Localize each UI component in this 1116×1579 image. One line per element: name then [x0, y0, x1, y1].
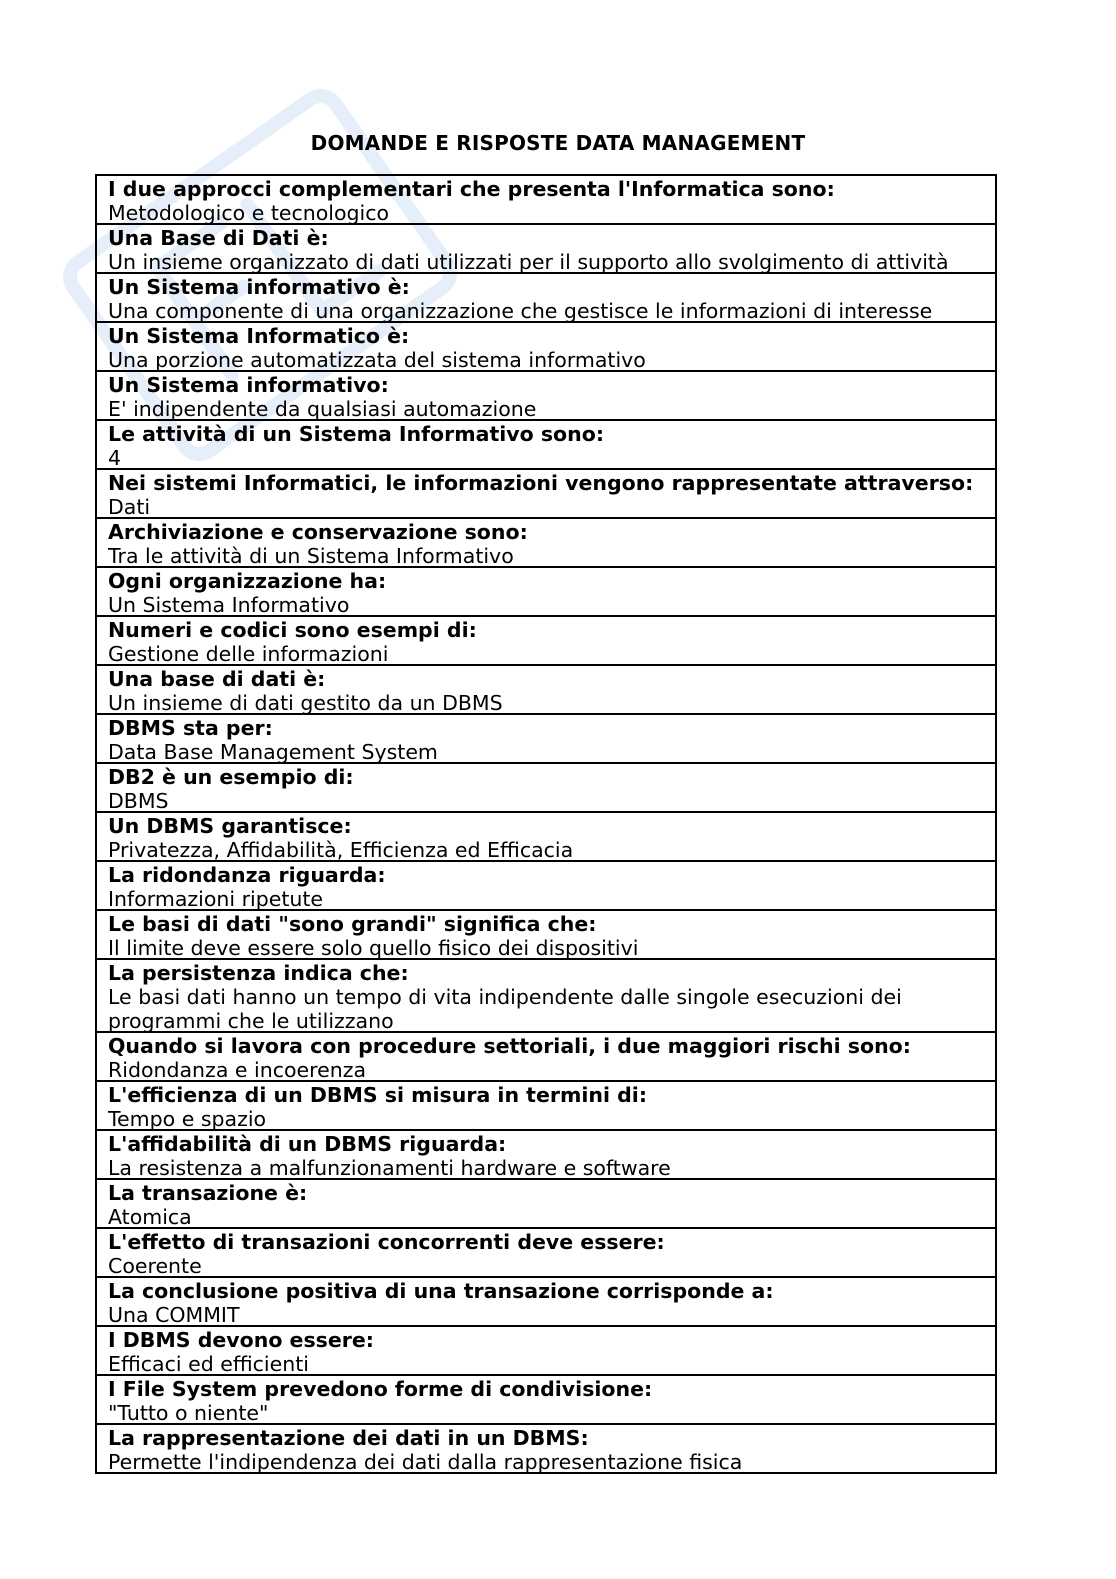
qa-row	[97, 666, 995, 715]
answer-text: Un insieme di dati gestito da un DBMS	[108, 691, 503, 715]
qa-row	[97, 1229, 995, 1278]
question-text: Un Sistema Informatico è:	[108, 324, 410, 348]
answer-text: Una porzione automatizzata del sistema informativo	[108, 348, 646, 372]
question-text: Le attività di un Sistema Informativo sono:	[108, 422, 605, 446]
answer-text: Dati	[108, 495, 151, 519]
qa-row	[97, 1131, 995, 1180]
question-text: La ridondanza riguarda:	[108, 863, 386, 887]
answer-text: Ridondanza e incoerenza	[108, 1058, 367, 1082]
answer-text: Il limite deve essere solo quello fisico dei dispositivi	[108, 936, 639, 960]
qa-row	[97, 225, 995, 274]
qa-row	[97, 1327, 995, 1376]
answer-text: 4	[108, 446, 122, 470]
qa-row	[97, 372, 995, 421]
answer-text: Gestione delle informazioni	[108, 642, 389, 666]
answer-text: La resistenza a malfunzionamenti hardware e software	[108, 1156, 671, 1180]
question-text: Numeri e codici sono esempi di:	[108, 618, 477, 642]
answer-text: Coerente	[108, 1254, 202, 1278]
question-text: DBMS sta per:	[108, 716, 273, 740]
answer-text: "Tutto o niente"	[108, 1401, 269, 1425]
question-text: Un Sistema informativo:	[108, 373, 389, 397]
question-text: Archiviazione e conservazione sono:	[108, 520, 528, 544]
qa-row	[97, 323, 995, 372]
question-text: L'effetto di transazioni concorrenti deve essere:	[108, 1230, 665, 1254]
answer-text: Tempo e spazio	[108, 1107, 267, 1131]
qa-row	[97, 519, 995, 568]
answer-text: Privatezza, Affidabilità, Efficienza ed Efficacia	[108, 838, 574, 862]
question-text: DB2 è un esempio di:	[108, 765, 354, 789]
answer-text: Una componente di una organizzazione che gestisce le informazioni di interesse	[108, 299, 933, 323]
question-text: Le basi di dati "sono grandi" significa che:	[108, 912, 597, 936]
qa-row	[97, 862, 995, 911]
qa-row	[97, 568, 995, 617]
answer-text: Un Sistema Informativo	[108, 593, 350, 617]
qa-row	[97, 176, 995, 225]
answer-text: Un insieme organizzato di dati utilizzati per il supporto allo svolgimento di attività	[108, 250, 949, 274]
answer-text: E' indipendente da qualsiasi automazione	[108, 397, 537, 421]
qa-row	[97, 1180, 995, 1229]
question-text: I File System prevedono forme di condivisione:	[108, 1377, 653, 1401]
qa-row	[97, 911, 995, 960]
qa-row	[97, 715, 995, 764]
question-text: I DBMS devono essere:	[108, 1328, 374, 1352]
answer-text: Permette l'indipendenza dei dati dalla rappresentazione fisica	[108, 1450, 743, 1474]
question-text: Nei sistemi Informatici, le informazioni vengono rappresentate attraverso:	[108, 471, 974, 495]
qa-row	[97, 764, 995, 813]
question-text: L'efficienza di un DBMS si misura in termini di:	[108, 1083, 648, 1107]
qa-row	[97, 470, 995, 519]
answer-text: Atomica	[108, 1205, 192, 1229]
qa-row	[97, 617, 995, 666]
question-text: Una Base di Dati è:	[108, 226, 329, 250]
question-text: L'affidabilità di un DBMS riguarda:	[108, 1132, 507, 1156]
question-text: Un DBMS garantisce:	[108, 814, 352, 838]
qa-row	[97, 1376, 995, 1425]
qa-row	[97, 421, 995, 470]
question-text: I due approcci complementari che presenta l'Informatica sono:	[108, 177, 835, 201]
question-text: La transazione è:	[108, 1181, 308, 1205]
question-text: Ogni organizzazione ha:	[108, 569, 387, 593]
answer-text: Efficaci ed efficienti	[108, 1352, 309, 1376]
question-text: Una base di dati è:	[108, 667, 326, 691]
answer-text: Data Base Management System	[108, 740, 438, 764]
qa-row	[97, 1425, 995, 1474]
answer-text: Informazioni ripetute	[108, 887, 324, 911]
answer-text: Metodologico e tecnologico	[108, 201, 390, 225]
answer-text: Tra le attività di un Sistema Informativo	[108, 544, 514, 568]
qa-row	[97, 1278, 995, 1327]
answer-text: DBMS	[108, 789, 169, 813]
question-text: Un Sistema informativo è:	[108, 275, 410, 299]
qa-row	[97, 1033, 995, 1082]
question-text: Quando si lavora con procedure settoriali, i due maggiori rischi sono:	[108, 1034, 911, 1058]
document-title: DOMANDE E RISPOSTE DATA MANAGEMENT	[310, 131, 806, 155]
qa-row	[97, 274, 995, 323]
answer-text: Le basi dati hanno un tempo di vita indipendente dalle singole esecuzioni dei programmi che le utilizzano	[108, 985, 902, 1033]
qa-row	[97, 960, 995, 1033]
qa-table	[95, 174, 997, 1474]
qa-row	[97, 813, 995, 862]
question-text: La persistenza indica che:	[108, 961, 409, 985]
answer-text: Una COMMIT	[108, 1303, 240, 1327]
qa-row	[97, 1082, 995, 1131]
question-text: La conclusione positiva di una transazione corrisponde a:	[108, 1279, 774, 1303]
question-text: La rappresentazione dei dati in un DBMS:	[108, 1426, 589, 1450]
